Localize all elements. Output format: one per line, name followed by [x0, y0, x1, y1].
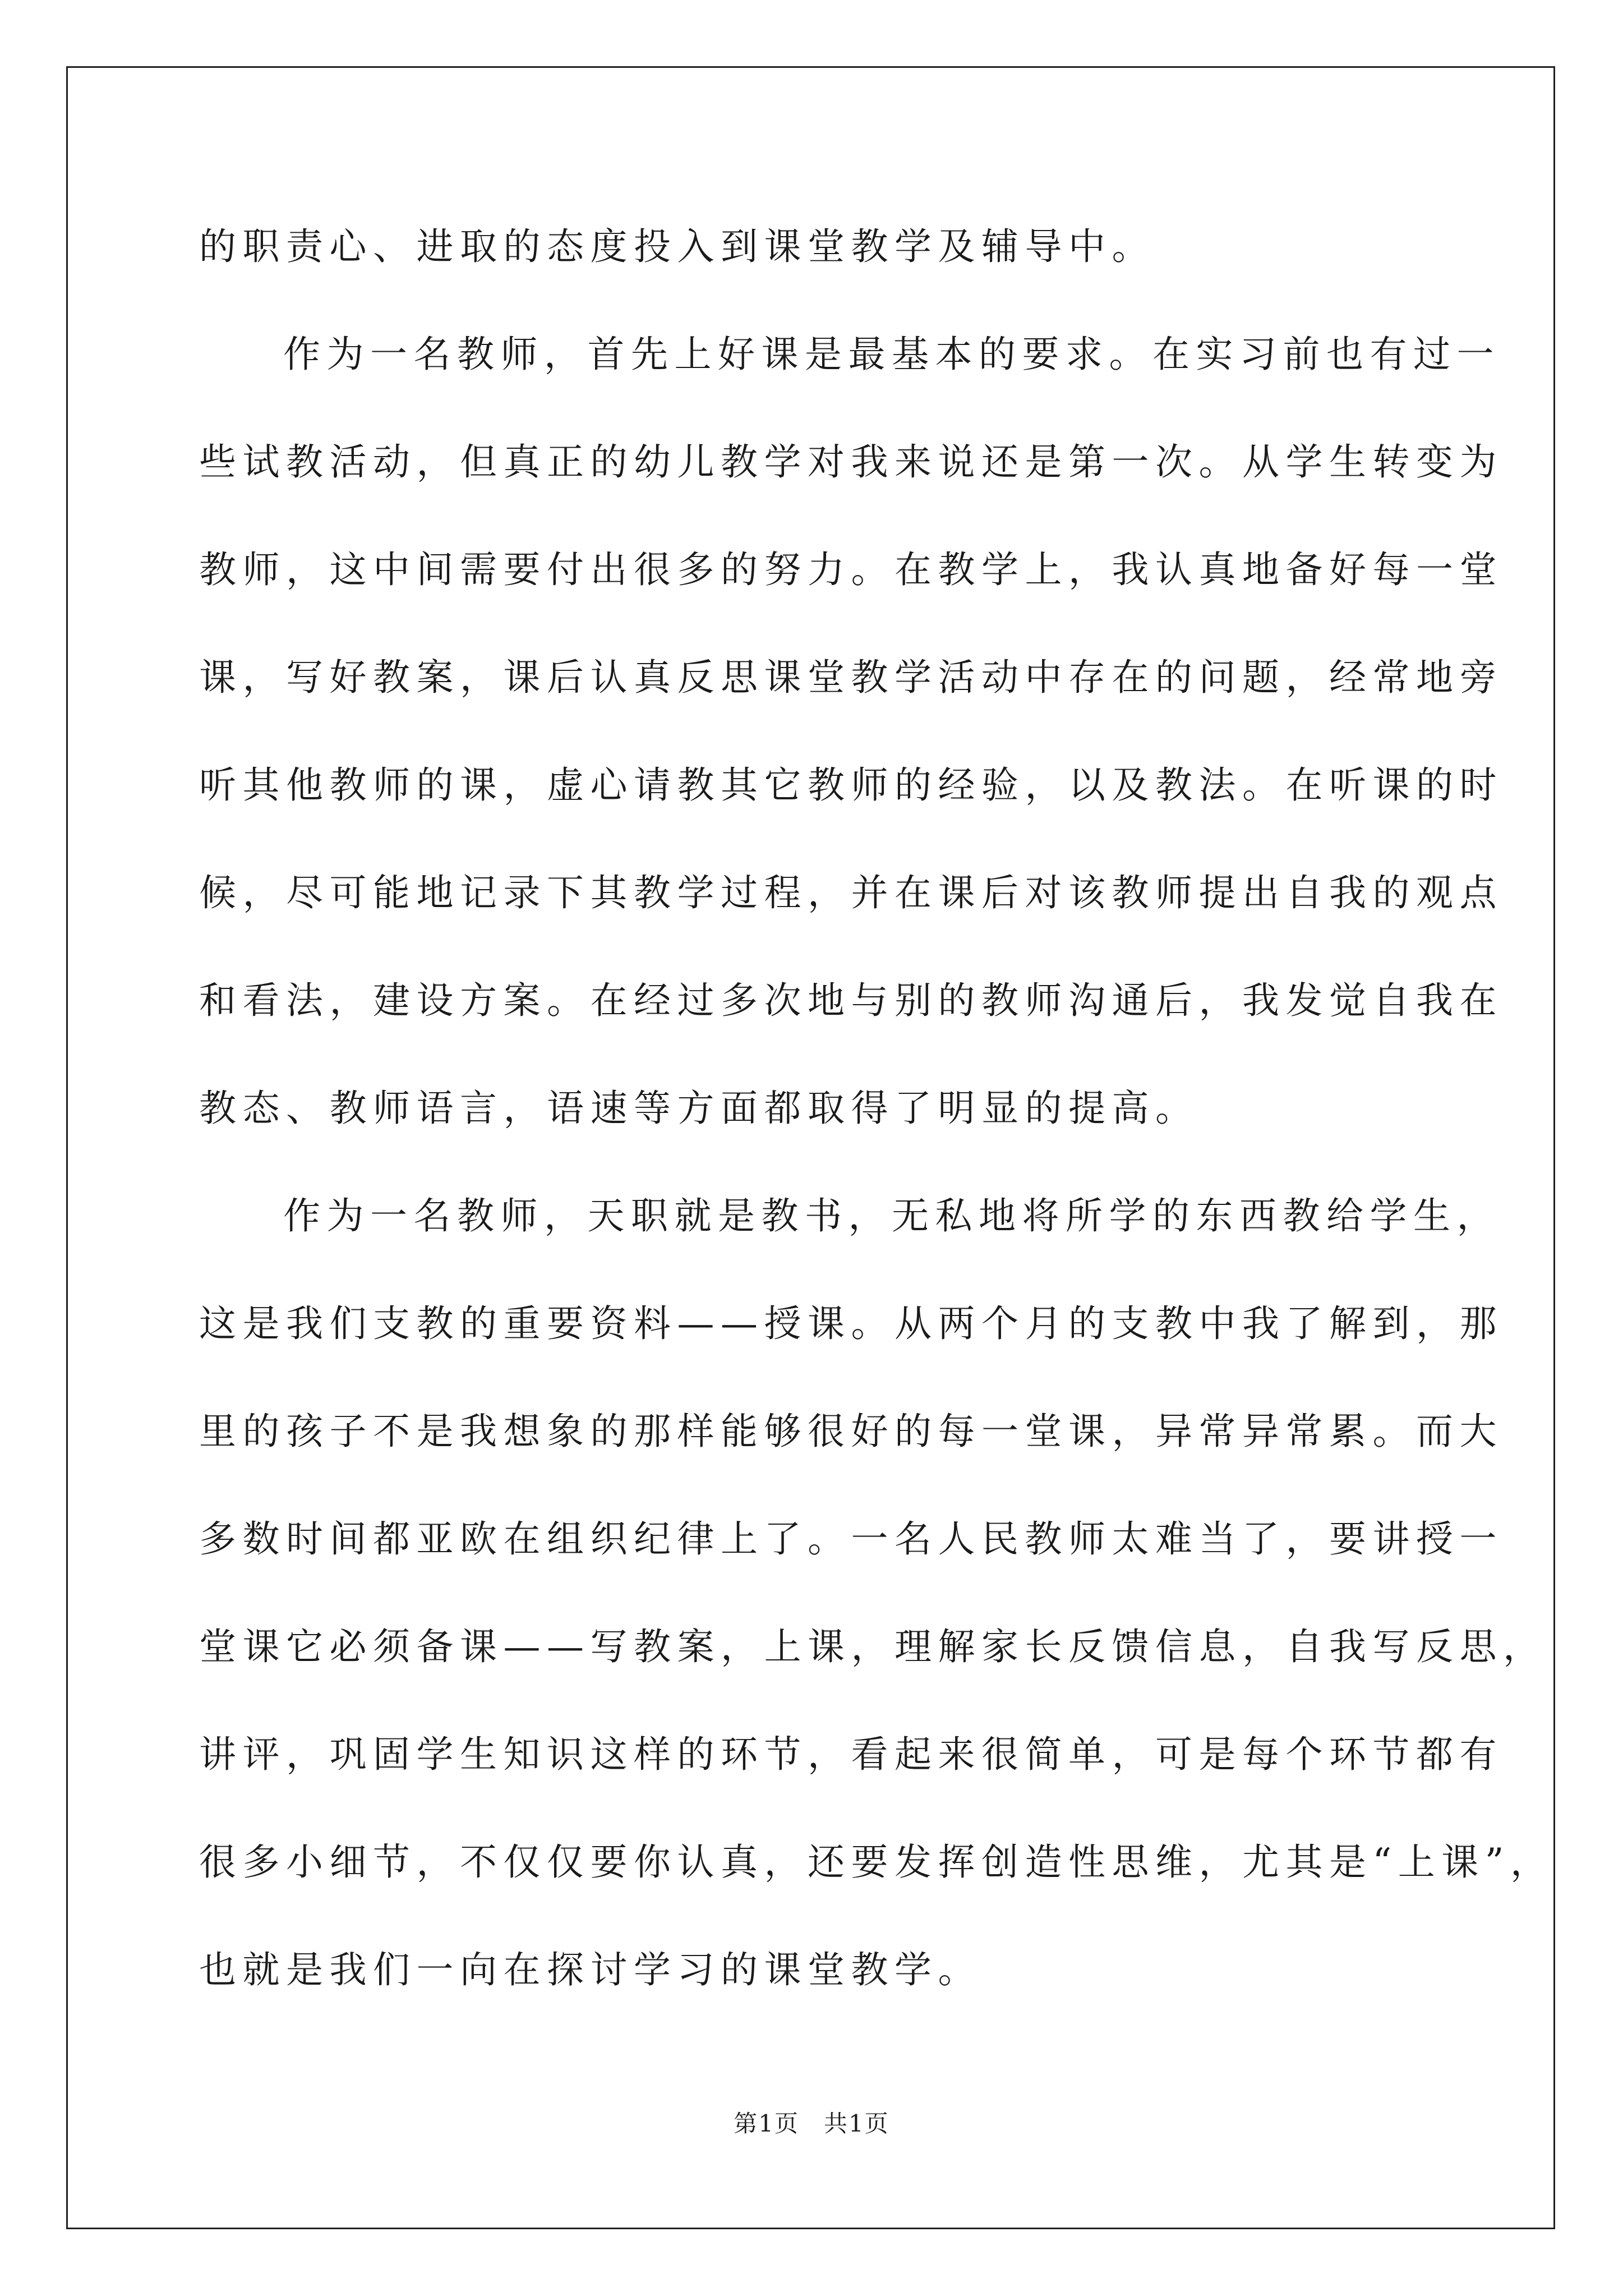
body-line-9: 教态、教师语言，语速等方面都取得了明显的提高。 — [199, 1087, 1199, 1130]
body-line-16: 很多小细节，不仅仅要你认真，还要发挥创造性思维，尤其是“上课”， — [199, 1841, 1554, 1884]
page-border — [66, 66, 1555, 2229]
body-line-13: 多数时间都亚欧在组织纪律上了。一名人民教师太难当了，要讲授一 — [199, 1517, 1503, 1561]
body-line-10: 作为一名教师，天职就是教书，无私地将所学的东西教给学生， — [283, 1194, 1500, 1237]
body-line-11: 这是我们支教的重要资料——授课。从两个月的支教中我了解到，那 — [199, 1302, 1503, 1345]
body-line-2: 作为一名教师，首先上好课是最基本的要求。在实习前也有过一 — [283, 333, 1500, 376]
body-line-1: 的职责心、进取的态度投入到课堂教学及辅导中。 — [199, 225, 1155, 268]
body-line-7: 候，尽可能地记录下其教学过程，并在课后对该教师提出自我的观点 — [199, 871, 1503, 914]
body-line-5: 课，写好教案，课后认真反思课堂教学活动中存在的问题，经常地旁 — [199, 656, 1503, 699]
body-line-17: 也就是我们一向在探讨学习的课堂教学。 — [199, 1948, 981, 1991]
body-line-6: 听其他教师的课，虚心请教其它教师的经验，以及教法。在听课的时 — [199, 763, 1503, 807]
body-line-3: 些试教活动，但真正的幼儿教学对我来说还是第一次。从学生转变为 — [199, 440, 1503, 484]
body-line-15: 讲评，巩固学生知识这样的环节，看起来很简单，可是每个环节都有 — [199, 1733, 1503, 1776]
body-line-14: 堂课它必须备课——写教案，上课，理解家长反馈信息，自我写反思， — [199, 1625, 1547, 1668]
body-line-12: 里的孩子不是我想象的那样能够很好的每一堂课，异常异常累。而大 — [199, 1410, 1503, 1453]
body-line-4: 教师，这中间需要付出很多的努力。在教学上，我认真地备好每一堂 — [199, 548, 1503, 591]
page-number-footer: 第1页 共1页 — [734, 2110, 889, 2137]
body-line-8: 和看法，建设方案。在经过多次地与别的教师沟通后，我发觉自我在 — [199, 979, 1503, 1022]
